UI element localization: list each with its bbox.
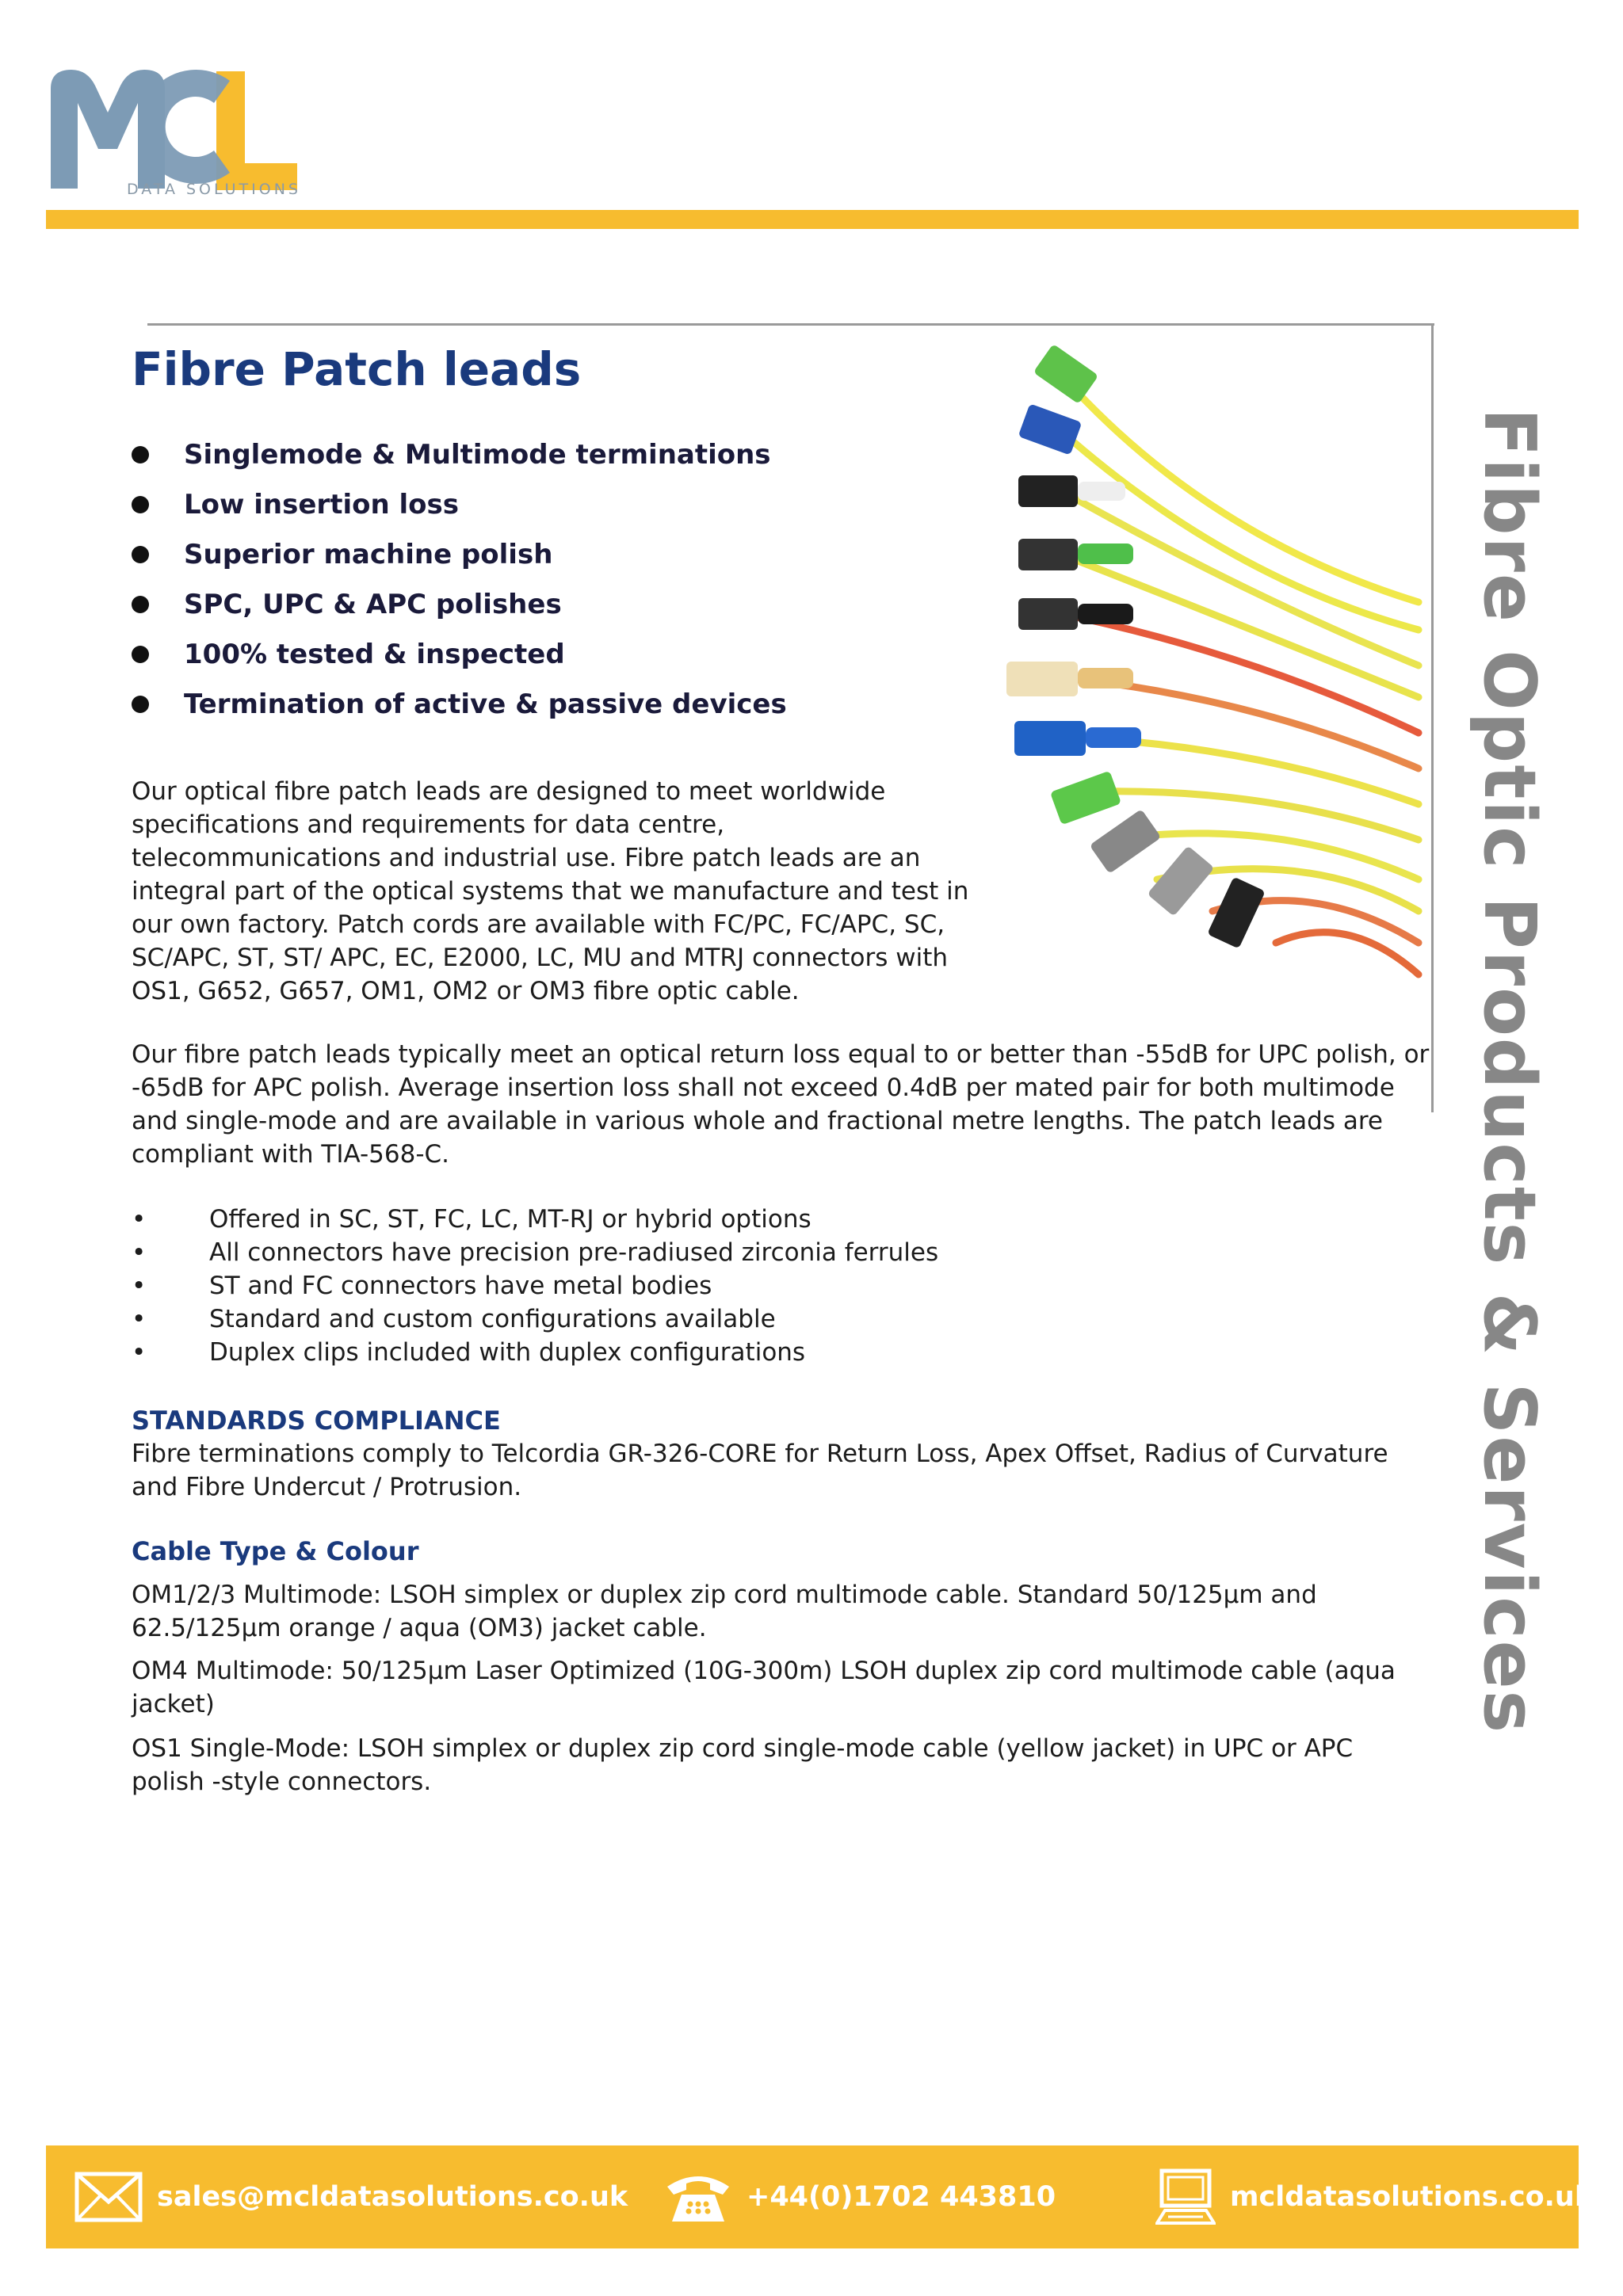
header-accent-bar xyxy=(46,210,1579,229)
spec-list xyxy=(132,1203,1241,1369)
cable-heading: Cable Type & Colour xyxy=(132,1536,419,1566)
bullet-icon xyxy=(132,646,149,663)
feature-item: Low insertion loss xyxy=(132,479,924,529)
feature-item: Singlemode & Multimode terminations xyxy=(132,429,924,479)
bullet-icon xyxy=(132,446,149,463)
bullet-icon: • xyxy=(132,1305,147,1333)
computer-icon xyxy=(1155,2168,1216,2225)
content-frame-top xyxy=(147,323,1434,326)
intro-paragraph: Our optical fibre patch leads are designed to meet worldwide specifications and requirements for data centre, telecommunications and industrial use. Fibre patch leads are an integral part of the optical systems that we manufacture and test in our own factory. Patch cords are available with FC/PC, FC/APC, SC, SC/APC, ST, ST/ APC, EC, E2000, LC, MU and MTRJ connectors with OS1, G652, G657, OM1, OM2 or OM3 fibre optic cable. xyxy=(132,777,969,1005)
envelope-icon xyxy=(74,2172,143,2222)
performance-paragraph: Our fibre patch leads typically meet an optical return loss equal to or better than -55dB for UPC polish, or -65dB for APC polish. Average insertion loss shall not exceed 0.4dB per mated pair for both multimode and single-mode and are available in various whole and fractional metre lengths. The patch leads are compliant with TIA-568-C. xyxy=(132,1040,1430,1169)
bullet-icon xyxy=(132,696,149,713)
bullet-icon: • xyxy=(132,1238,147,1267)
patch-leads-image xyxy=(975,341,1426,998)
footer-website-text[interactable]: mcldatasolutions.co.uk xyxy=(1230,2181,1594,2213)
footer-email-text[interactable]: sales@mcldatasolutions.co.uk xyxy=(157,2181,628,2213)
feature-item: SPC, UPC & APC polishes xyxy=(132,579,924,629)
list-item: • Offered in SC, ST, FC, LC, MT-RJ or hybrid options xyxy=(132,1203,1241,1236)
bullet-icon: • xyxy=(132,1205,147,1234)
cable-item-om123: OM1/2/3 Multimode: LSOH simplex or duplex zip cord multimode cable. Standard 50/125µm and 62.5/125µm orange / aqua (OM3) jacket cable. xyxy=(132,1581,1317,1642)
bullet-icon xyxy=(132,546,149,563)
footer-phone-text[interactable]: +44(0)1702 443810 xyxy=(747,2181,1056,2213)
logo-letter-m xyxy=(51,70,165,189)
list-item: • Standard and custom configurations available xyxy=(132,1302,1241,1336)
standards-body: Fibre terminations comply to Telcordia GR-326-CORE for Return Loss, Apex Offset, Radius of Curvature and Fibre Undercut / Protrusion. xyxy=(132,1440,1388,1501)
page-title: Fibre Patch leads xyxy=(132,342,582,396)
footer-bar xyxy=(46,2145,1594,2248)
feature-item: Superior machine polish xyxy=(132,529,924,579)
logo-subtitle: DATA SOLUTIONS xyxy=(127,181,301,198)
feature-item: 100% tested & inspected xyxy=(132,629,924,679)
side-title-text: Fibre Optic Products & Services xyxy=(1468,407,1552,1735)
feature-list xyxy=(132,429,924,729)
list-item: • Duplex clips included with duplex configurations xyxy=(132,1336,1241,1369)
feature-item: Termination of active & passive devices xyxy=(132,679,924,729)
bullet-icon: • xyxy=(132,1338,147,1367)
bullet-icon xyxy=(132,596,149,613)
side-title xyxy=(1454,334,1565,1808)
content-frame-right xyxy=(1431,323,1434,1112)
footer-email[interactable] xyxy=(74,2145,628,2248)
cable-item-os1: OS1 Single-Mode: LSOH simplex or duplex zip cord single-mode cable (yellow jacket) in UPC or APC polish -style connectors. xyxy=(132,1734,1354,1796)
standards-heading: STANDARDS COMPLIANCE xyxy=(132,1405,501,1436)
cable-item-om4: OM4 Multimode: 50/125µm Laser Optimized (10G-300m) LSOH duplex zip cord multimode cable (aqua jacket) xyxy=(132,1657,1396,1718)
bullet-icon xyxy=(132,496,149,513)
footer-website[interactable] xyxy=(1155,2145,1593,2248)
list-item: • ST and FC connectors have metal bodies xyxy=(132,1269,1241,1302)
telephone-icon xyxy=(664,2169,732,2225)
bullet-icon: • xyxy=(132,1272,147,1300)
list-item: • All connectors have precision pre-radiused zirconia ferrules xyxy=(132,1236,1241,1269)
footer-phone[interactable] xyxy=(664,2145,1056,2248)
